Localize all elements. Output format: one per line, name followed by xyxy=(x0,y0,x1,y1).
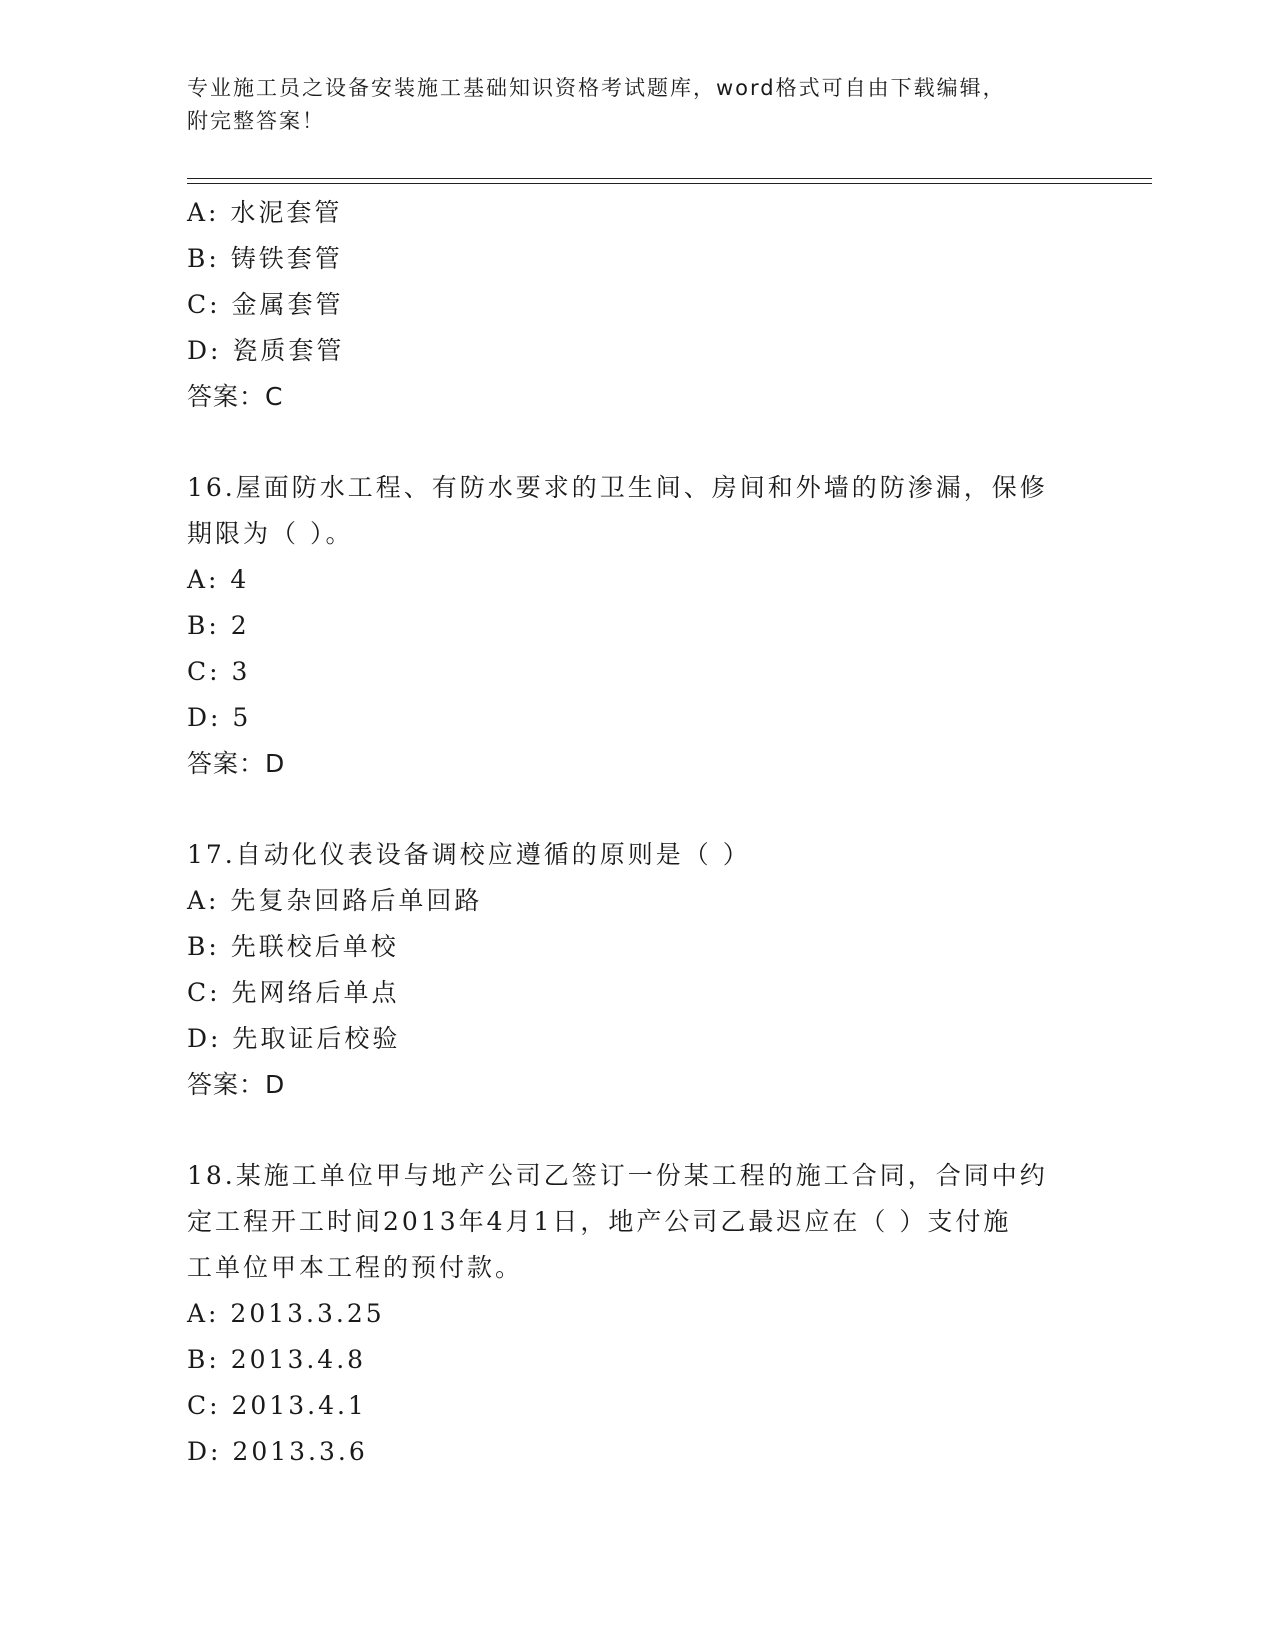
question-list xyxy=(187,190,1087,1475)
spacer xyxy=(187,420,1087,465)
option-c: C: 2013.4.1 xyxy=(187,1391,367,1420)
option-c: C: 3 xyxy=(187,657,251,686)
question-title-line-2: 定工程开工时间2013年4月1日，地产公司乙最迟应在（ ）支付施 xyxy=(187,1207,1012,1236)
header-divider-bottom xyxy=(187,183,1152,184)
option-d: D: 2013.3.6 xyxy=(187,1437,368,1466)
document-header xyxy=(187,72,1067,138)
option-d: D: 5 xyxy=(187,703,252,732)
option-c: C: 先网络后单点 xyxy=(187,978,400,1007)
question-title-line-1: 17.自动化仪表设备调校应遵循的原则是（ ） xyxy=(187,840,751,869)
question-title-line-3: 工单位甲本工程的预付款。 xyxy=(187,1253,524,1282)
option-a: A: 先复杂回路后单回路 xyxy=(187,886,483,915)
option-a: A: 2013.3.25 xyxy=(187,1299,385,1328)
option-a: A: 4 xyxy=(187,565,250,594)
question-title-line-2: 期限为（ ）。 xyxy=(187,519,354,548)
header-divider-top xyxy=(187,178,1152,179)
option-b: B: 2013.4.8 xyxy=(187,1345,367,1374)
answer: 答案：D xyxy=(187,749,286,778)
option-c: C: 金属套管 xyxy=(187,290,344,319)
question-18 xyxy=(187,1153,1087,1475)
option-b: B: 铸铁套管 xyxy=(187,244,343,273)
option-d: D: 瓷质套管 xyxy=(187,336,345,365)
answer: 答案：C xyxy=(187,382,284,411)
question-title-line-1: 16.屋面防水工程、有防水要求的卫生间、房间和外墙的防渗漏，保修 xyxy=(187,473,1048,502)
option-b: B: 2 xyxy=(187,611,250,640)
spacer xyxy=(187,787,1087,832)
option-a: A: 水泥套管 xyxy=(187,198,343,227)
header-line-2: 附完整答案！ xyxy=(187,109,325,133)
question-15 xyxy=(187,190,1087,420)
spacer xyxy=(187,1108,1087,1153)
answer: 答案：D xyxy=(187,1070,286,1099)
question-title-line-1: 18.某施工单位甲与地产公司乙签订一份某工程的施工合同，合同中约 xyxy=(187,1161,1048,1190)
header-line-1: 专业施工员之设备安装施工基础知识资格考试题库，word格式可自由下载编辑， xyxy=(187,76,1006,100)
question-16 xyxy=(187,465,1087,787)
option-b: B: 先联校后单校 xyxy=(187,932,399,961)
question-17 xyxy=(187,832,1087,1108)
option-d: D: 先取证后校验 xyxy=(187,1024,401,1053)
